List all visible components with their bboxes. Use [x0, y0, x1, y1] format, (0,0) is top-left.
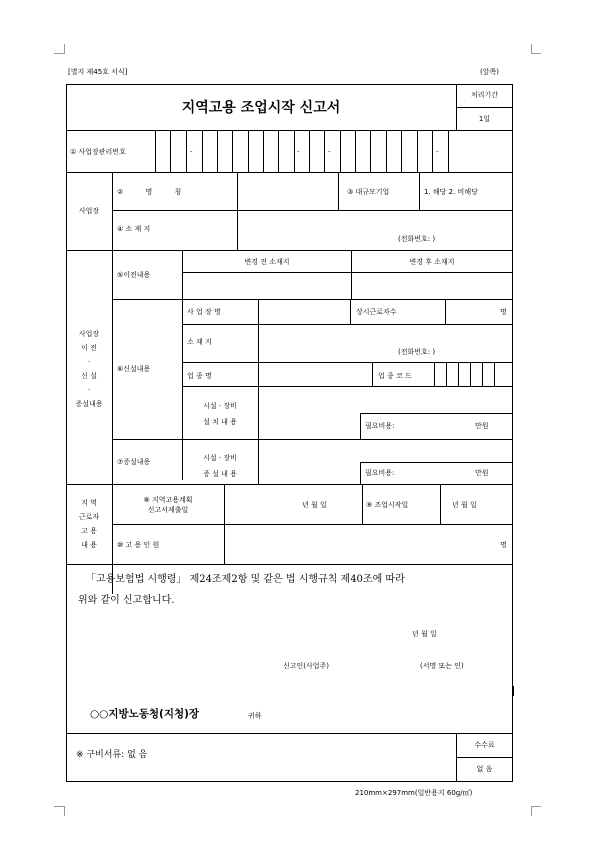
separator: -: [190, 148, 193, 156]
table-rule: [360, 462, 361, 484]
page-side: (앞쪽): [480, 68, 499, 76]
table-rule: [66, 130, 513, 131]
table-rule: [386, 130, 387, 172]
unit-label: 명: [500, 308, 507, 316]
table-rule: [182, 272, 513, 273]
table-rule: [202, 130, 203, 172]
table-rule: [217, 130, 218, 172]
table-rule: [155, 130, 156, 172]
field-label: ⑨ 조업시작일: [366, 501, 409, 509]
table-rule: [182, 362, 513, 363]
field-label: 시설 · 장비 증 설 내 용: [203, 454, 237, 478]
table-rule: [263, 130, 264, 172]
table-rule: [66, 172, 513, 173]
table-rule: [258, 439, 259, 484]
table-rule: [440, 484, 441, 524]
field-label: 필요비용:: [365, 422, 395, 430]
table-rule: [112, 524, 513, 525]
declaration-text: 「고용보험법 시행령」 제24조제2항 및 같은 법 시행규칙 제40조에 따라: [86, 574, 405, 585]
table-rule: [470, 362, 471, 386]
table-rule: [309, 130, 310, 172]
form-title: 지역고용 조업시작 신고서: [181, 100, 341, 116]
table-rule: [350, 299, 351, 324]
crop-mark: [64, 44, 65, 54]
table-rule: [446, 362, 447, 386]
table-rule: [232, 130, 233, 172]
table-rule: [432, 130, 433, 172]
table-rule: [360, 413, 361, 439]
crop-mark: [531, 806, 532, 816]
processing-value: 1일: [478, 115, 491, 123]
recipient-suffix: 귀하: [248, 712, 262, 720]
date-field: 년 월 일: [302, 501, 327, 509]
field-label: 시설 · 장비 설 치 내 용: [203, 402, 237, 426]
unit-label: 명: [500, 541, 507, 549]
table-rule: [278, 130, 279, 172]
table-rule: [258, 299, 259, 439]
field-value: 1. 해당 2. 비해당: [424, 188, 478, 196]
table-rule: [112, 172, 113, 594]
table-rule: [362, 484, 363, 524]
field-label: ⑤이전내용: [117, 271, 151, 279]
table-rule: [182, 386, 513, 387]
field-label: ② 명 칭: [117, 188, 182, 196]
separator: -: [297, 148, 300, 156]
table-rule: [401, 130, 402, 172]
separator: -: [328, 148, 331, 156]
table-rule: [456, 107, 513, 108]
table-rule: [417, 130, 418, 172]
table-rule: [513, 686, 514, 696]
table-rule: [482, 362, 483, 386]
crop-mark: [54, 53, 64, 54]
row-label: ① 사업장관리번호: [70, 148, 126, 156]
processing-label: 처리기간: [470, 91, 499, 99]
column-header: 변경 후 소재지: [409, 258, 455, 266]
fee-value: 없 음: [476, 765, 493, 773]
table-rule: [458, 362, 459, 386]
field-label: ③ 대규모기업: [347, 188, 390, 196]
table-rule: [112, 210, 513, 211]
table-rule: [66, 484, 513, 485]
table-rule: [237, 172, 238, 210]
reporter-label: 신고인(사업주): [283, 662, 330, 670]
field-label: ⑩ 고 용 인 원: [117, 541, 160, 549]
paper-spec: 210mm×297mm(일반용지 60g/㎡): [355, 789, 473, 797]
field-label: 필요비용:: [365, 469, 395, 477]
phone-field: (전화번호: ): [398, 235, 436, 243]
table-rule: [248, 130, 249, 172]
column-header: 변경 전 소재지: [244, 258, 290, 266]
table-rule: [448, 130, 449, 172]
table-rule: [434, 362, 435, 386]
date-field: 년 월 일: [412, 630, 437, 638]
field-label: ⑧ 지역고용계획 신고서제출일: [143, 496, 193, 514]
table-rule: [182, 250, 183, 480]
table-rule: [66, 733, 513, 734]
crop-mark: [54, 806, 64, 807]
table-rule: [186, 130, 187, 172]
section-label: 지 역 근로자 고 용 내 용: [78, 499, 100, 549]
table-rule: [419, 172, 420, 210]
table-rule: [66, 250, 513, 251]
table-rule: [170, 130, 171, 172]
table-rule: [294, 130, 295, 172]
field-label: ④ 소 재 지: [117, 225, 151, 233]
table-rule: [340, 130, 341, 172]
field-label: ⑦증설내용: [117, 458, 151, 466]
table-rule: [370, 130, 371, 172]
table-rule: [355, 130, 356, 172]
table-rule: [112, 299, 513, 300]
table-rule: [494, 362, 495, 386]
phone-field: (전화번호: ): [398, 348, 436, 356]
table-rule: [182, 324, 513, 325]
table-rule: [66, 564, 513, 565]
crop-mark: [531, 53, 541, 54]
table-rule: [324, 130, 325, 172]
table-rule: [360, 462, 513, 463]
crop-mark: [531, 806, 541, 807]
field-label: 업 종 코 드: [378, 372, 412, 380]
table-rule: [237, 210, 238, 250]
table-rule: [372, 362, 373, 386]
table-rule: [360, 413, 513, 414]
table-rule: [445, 299, 446, 324]
field-label: 사 업 장 명: [187, 308, 221, 316]
table-rule: [112, 439, 513, 440]
section-label: 사업장: [78, 207, 100, 215]
field-label: 상시근로자수: [356, 308, 397, 316]
sign-label: (서명 또는 인): [420, 662, 464, 670]
recipient: ○○지방노동청(지청)장: [90, 708, 200, 720]
field-label: 업 종 명: [187, 372, 212, 380]
table-rule: [456, 757, 513, 758]
unit-label: 만원: [475, 422, 489, 430]
table-rule: [338, 172, 339, 210]
date-field: 년 월 일: [452, 501, 477, 509]
form-number: [별지 제45호 서식]: [68, 68, 128, 76]
unit-label: 만원: [475, 469, 489, 477]
fee-label: 수수료: [474, 741, 495, 749]
field-label: ⑥신설내용: [117, 365, 151, 373]
field-label: 소 재 지: [187, 338, 212, 346]
declaration-text: 위와 같이 신고합니다.: [78, 595, 175, 606]
attachments-note: ※ 구비서류: 없 음: [76, 750, 148, 760]
section-label: 사업장 이 전 · 신 설 · 증설내용: [75, 330, 103, 408]
separator: -: [436, 148, 439, 156]
crop-mark: [64, 806, 65, 816]
